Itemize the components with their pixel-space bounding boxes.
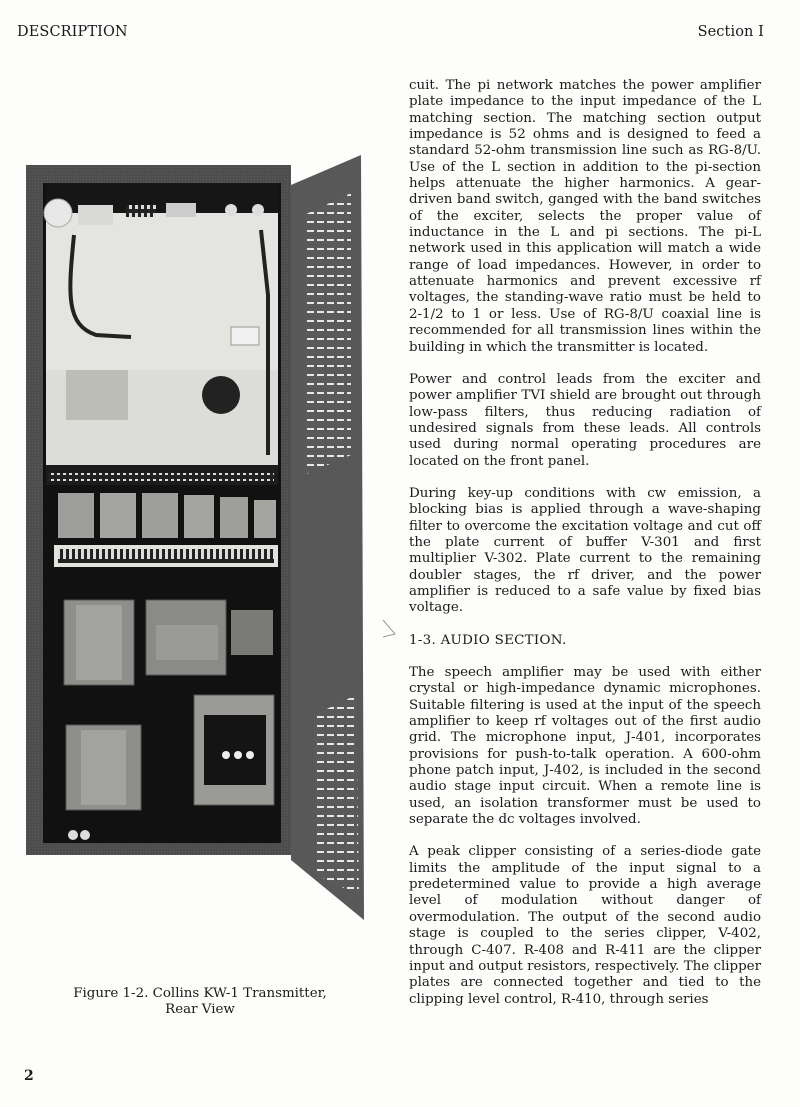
text-column [409,78,761,1024]
section-heading: 1-3. AUDIO SECTION. [409,632,567,648]
paragraph: A peak clipper consisting of a series-diode gate limits the amplitude of the input signal to a predetermined value to provide a high average level of modulation without danger of overmodulation. The output of the second audio stage is coupled to the series clipper, V-402, through C-407. R-408 and R-411 are the clipper input and output resistors, respectively. The clipper plates are connected together and tied to the clipping level control, R-410, through series [409,844,761,1007]
paragraph: cuit. The pi network matches the power amplifier plate impedance to the input impedance of the L matching section. The matching section output impedance is 52 ohms and is designed to feed a standard 52-ohm transmission line such as RG-8/U. Use of the L section in addition to the pi-section helps attenuate the higher harmonics. A gear-driven band switch, ganged with the band switches of the exciter, selects the proper value of inductance in the L and pi sections. The pi-L network used in this application will match a wide range of load impedances. However, in order to attenuate harmonics and prevent excessive rf voltages, the standing-wave ratio must be held to 2-1/2 to 1 or less. Use of RG-8/U coaxial line is recommended for all transmission lines within the building in which the transmitter is located. [409,78,761,355]
figure-transmitter-rear-view [26,155,366,920]
transmitter-photo [26,155,366,920]
capacitor-cans [58,493,276,538]
paragraph: The speech amplifier may be used with either crystal or high-impedance dynamic microphones. Suitable filtering is used at the input of the speech amplifier to keep rf voltages out of the first audio grid. The microphone input, J-401, incorporates provisions for push-to-talk operation. A 600-ohm phone patch input, J-402, is included in the second audio stage input circuit. When a remote line is used, an isolation transformer must be used to separate the dc voltages involved. [409,665,761,828]
page-number: 2 [24,1068,34,1084]
caption-line-2: Rear View [165,1002,235,1017]
running-header-left: DESCRIPTION [17,24,128,40]
meter [44,199,72,227]
caption-line-1: Figure 1-2. Collins KW-1 Transmitter, [73,986,327,1001]
margin-pencil-mark [380,618,402,640]
paragraph: During key-up conditions with cw emission, a blocking bias is applied through a wave-shaping filter to overcome the excitation voltage and cut off the plate current of buffer V-301 and first multiplier V-302. Plate current to the remaining doubler stages, the rf driver, and the power amplifier is reduced to a safe value by fixed bias voltage. [409,485,761,616]
running-header-right: Section I [697,24,764,40]
fan-grille [202,376,240,414]
paragraph: Power and control leads from the exciter and power amplifier TVI shield are brought out through low-pass filters, thus reducing radiation of undesired signals from these leads. All controls used during normal operating procedures are located on the front panel. [409,371,761,469]
figure-caption [30,986,370,1018]
